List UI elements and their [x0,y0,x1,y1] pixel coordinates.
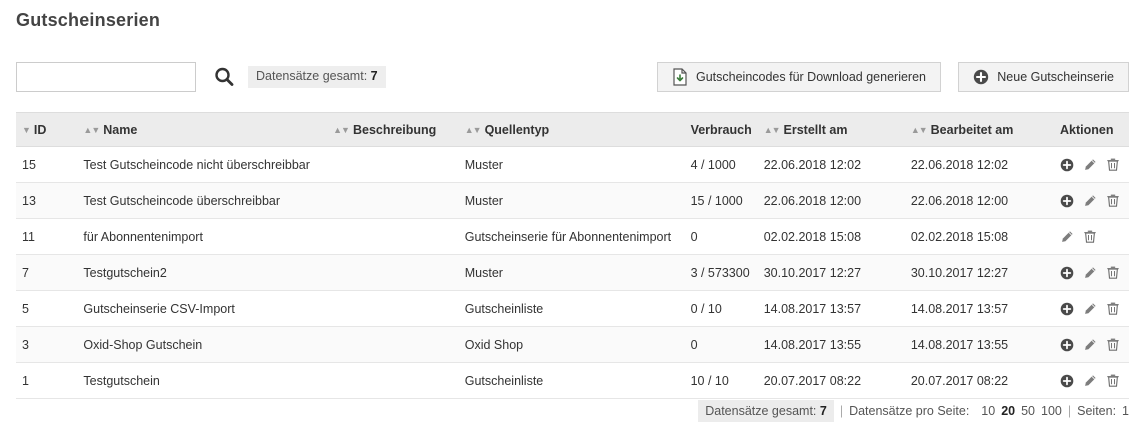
cell-name: Test Gutscheincode überschreibbar [77,183,327,219]
cell-name: Gutscheinserie CSV-Import [77,291,327,327]
records-total-badge [248,66,386,88]
column-label-bearbeitet: Bearbeitet am [930,122,1014,137]
table-row[interactable] [16,255,1129,291]
cell-id: 1 [16,363,77,399]
sort-arrows-icon[interactable]: ▲▼ [333,124,349,135]
edit-pencil-icon[interactable] [1083,266,1097,280]
delete-trash-icon[interactable] [1106,301,1120,316]
row-actions [1060,193,1123,208]
cell-aktionen [1054,291,1129,327]
row-actions [1060,337,1123,352]
per-page-option-50[interactable]: 50 [1021,404,1036,418]
table-row[interactable] [16,363,1129,399]
column-header-quellentyp[interactable] [459,113,685,147]
add-circle-icon[interactable] [1060,302,1074,316]
sort-arrows-icon[interactable]: ▲▼ [83,124,100,135]
cell-verbrauch: 3 / 573300 [685,255,758,291]
edit-pencil-icon[interactable] [1083,158,1097,172]
cell-aktionen [1054,363,1129,399]
add-circle-icon[interactable] [1060,338,1074,352]
column-label-quellentyp: Quellentyp [484,122,550,137]
column-label-erstellt: Erstellt am [783,122,848,137]
footer-records-total-label: Datensätze gesamt: [705,404,817,418]
delete-trash-icon[interactable] [1083,229,1097,244]
table-row[interactable] [16,327,1129,363]
table-footer [698,400,1129,422]
cell-id: 3 [16,327,77,363]
new-series-button[interactable] [958,62,1129,92]
cell-name: Test Gutscheincode nicht überschreibbar [77,147,327,183]
footer-per-page-label: Datensätze pro Seite: [849,404,970,418]
cell-erstellt: 22.06.2018 12:02 [758,147,905,183]
per-page-option-100[interactable]: 100 [1041,404,1062,418]
per-page-options [975,404,1062,418]
delete-trash-icon[interactable] [1106,157,1120,172]
cell-erstellt: 22.06.2018 12:00 [758,183,905,219]
per-page-option-10[interactable]: 10 [981,404,996,418]
footer-records-total [698,400,834,422]
footer-pages-value: 1 [1122,404,1129,418]
cell-aktionen [1054,255,1129,291]
records-total-label: Datensätze gesamt: [256,69,368,83]
cell-name: Testgutschein [77,363,327,399]
cell-aktionen [1054,183,1129,219]
edit-pencil-icon[interactable] [1060,230,1074,244]
cell-name: Testgutschein2 [77,255,327,291]
cell-quellentyp: Gutscheinliste [459,291,685,327]
table-body [16,147,1129,399]
column-label-beschreibung: Beschreibung [352,122,437,137]
cell-id: 13 [16,183,77,219]
cell-beschreibung [327,183,459,219]
footer-divider-1: | [839,404,844,418]
cell-bearbeitet: 02.02.2018 15:08 [905,219,1054,255]
cell-aktionen [1054,147,1129,183]
edit-pencil-icon[interactable] [1083,338,1097,352]
table-header-row [16,113,1129,147]
column-label-name: Name [103,122,138,137]
column-header-beschreibung[interactable] [327,113,459,147]
footer-divider-2: | [1067,404,1072,418]
row-actions [1060,301,1123,316]
column-label-id: ID [33,122,47,137]
cell-bearbeitet: 20.07.2017 08:22 [905,363,1054,399]
generate-codes-button[interactable] [657,62,941,92]
cell-verbrauch: 0 [685,327,758,363]
table-row[interactable] [16,147,1129,183]
cell-verbrauch: 10 / 10 [685,363,758,399]
cell-quellentyp: Muster [459,183,685,219]
column-header-erstellt[interactable] [758,113,905,147]
delete-trash-icon[interactable] [1106,337,1120,352]
table-header [16,113,1129,147]
row-actions [1060,265,1123,280]
cell-beschreibung [327,147,459,183]
sort-arrows-icon[interactable]: ▲▼ [910,124,927,135]
cell-erstellt: 20.07.2017 08:22 [758,363,905,399]
column-header-aktionen [1054,113,1129,147]
gutscheinserien-table [16,112,1129,399]
edit-pencil-icon[interactable] [1083,194,1097,208]
cell-quellentyp: Muster [459,255,685,291]
search-input[interactable] [16,62,196,92]
footer-pages-label: Seiten: [1077,404,1117,418]
delete-trash-icon[interactable] [1106,373,1120,388]
row-actions [1060,229,1123,244]
column-header-id[interactable] [16,113,77,147]
cell-name: für Abonnentenimport [77,219,327,255]
cell-erstellt: 14.08.2017 13:55 [758,327,905,363]
cell-beschreibung [327,363,459,399]
cell-verbrauch: 0 / 10 [685,291,758,327]
edit-pencil-icon[interactable] [1083,374,1097,388]
row-actions [1060,373,1123,388]
cell-quellentyp: Gutscheinserie für Abonnentenimport [459,219,685,255]
cell-id: 7 [16,255,77,291]
delete-trash-icon[interactable] [1106,265,1120,280]
cell-quellentyp: Oxid Shop [459,327,685,363]
generate-codes-label: Gutscheincodes für Download generieren [696,70,926,84]
page-title: Gutscheinserien [16,10,161,30]
cell-aktionen [1054,219,1129,255]
table-row[interactable] [16,183,1129,219]
records-total-value: 7 [370,69,378,83]
cell-bearbeitet: 30.10.2017 12:27 [905,255,1054,291]
cell-erstellt: 30.10.2017 12:27 [758,255,905,291]
cell-bearbeitet: 14.08.2017 13:57 [905,291,1054,327]
edit-pencil-icon[interactable] [1083,302,1097,316]
row-actions [1060,157,1123,172]
add-circle-icon[interactable] [1060,266,1074,280]
sort-arrows-icon[interactable]: ▲▼ [464,124,481,135]
cell-id: 15 [16,147,77,183]
column-header-bearbeitet[interactable] [905,113,1054,147]
cell-verbrauch: 0 [685,219,758,255]
per-page-option-20[interactable]: 20 [1001,404,1016,418]
add-circle-icon[interactable] [1060,374,1074,388]
cell-beschreibung [327,219,459,255]
search-icon[interactable] [212,65,236,89]
cell-beschreibung [327,327,459,363]
cell-verbrauch: 15 / 1000 [685,183,758,219]
cell-quellentyp: Gutscheinliste [459,363,685,399]
column-label-aktionen: Aktionen [1060,122,1114,137]
cell-erstellt: 14.08.2017 13:57 [758,291,905,327]
cell-beschreibung [327,291,459,327]
cell-bearbeitet: 22.06.2018 12:02 [905,147,1054,183]
column-header-verbrauch [685,113,758,147]
cell-bearbeitet: 14.08.2017 13:55 [905,327,1054,363]
sort-arrows-icon[interactable]: ▲▼ [763,124,780,135]
column-label-verbrauch: Verbrauch [690,122,752,137]
table-row[interactable] [16,291,1129,327]
add-circle-icon[interactable] [1060,158,1074,172]
sort-arrows-icon[interactable]: ▼ [22,124,30,135]
new-series-label: Neue Gutscheinserie [997,70,1114,84]
plus-circle-icon [973,69,989,85]
delete-trash-icon[interactable] [1106,193,1120,208]
cell-aktionen [1054,327,1129,363]
toolbar [16,62,1129,94]
cell-verbrauch: 4 / 1000 [685,147,758,183]
cell-id: 11 [16,219,77,255]
cell-erstellt: 02.02.2018 15:08 [758,219,905,255]
cell-name: Oxid-Shop Gutschein [77,327,327,363]
cell-id: 5 [16,291,77,327]
add-circle-icon[interactable] [1060,194,1074,208]
cell-quellentyp: Muster [459,147,685,183]
cell-beschreibung [327,255,459,291]
footer-records-total-value: 7 [819,404,827,418]
column-header-name[interactable] [77,113,327,147]
download-file-icon [672,68,688,86]
cell-bearbeitet: 22.06.2018 12:00 [905,183,1054,219]
table-row[interactable] [16,219,1129,255]
